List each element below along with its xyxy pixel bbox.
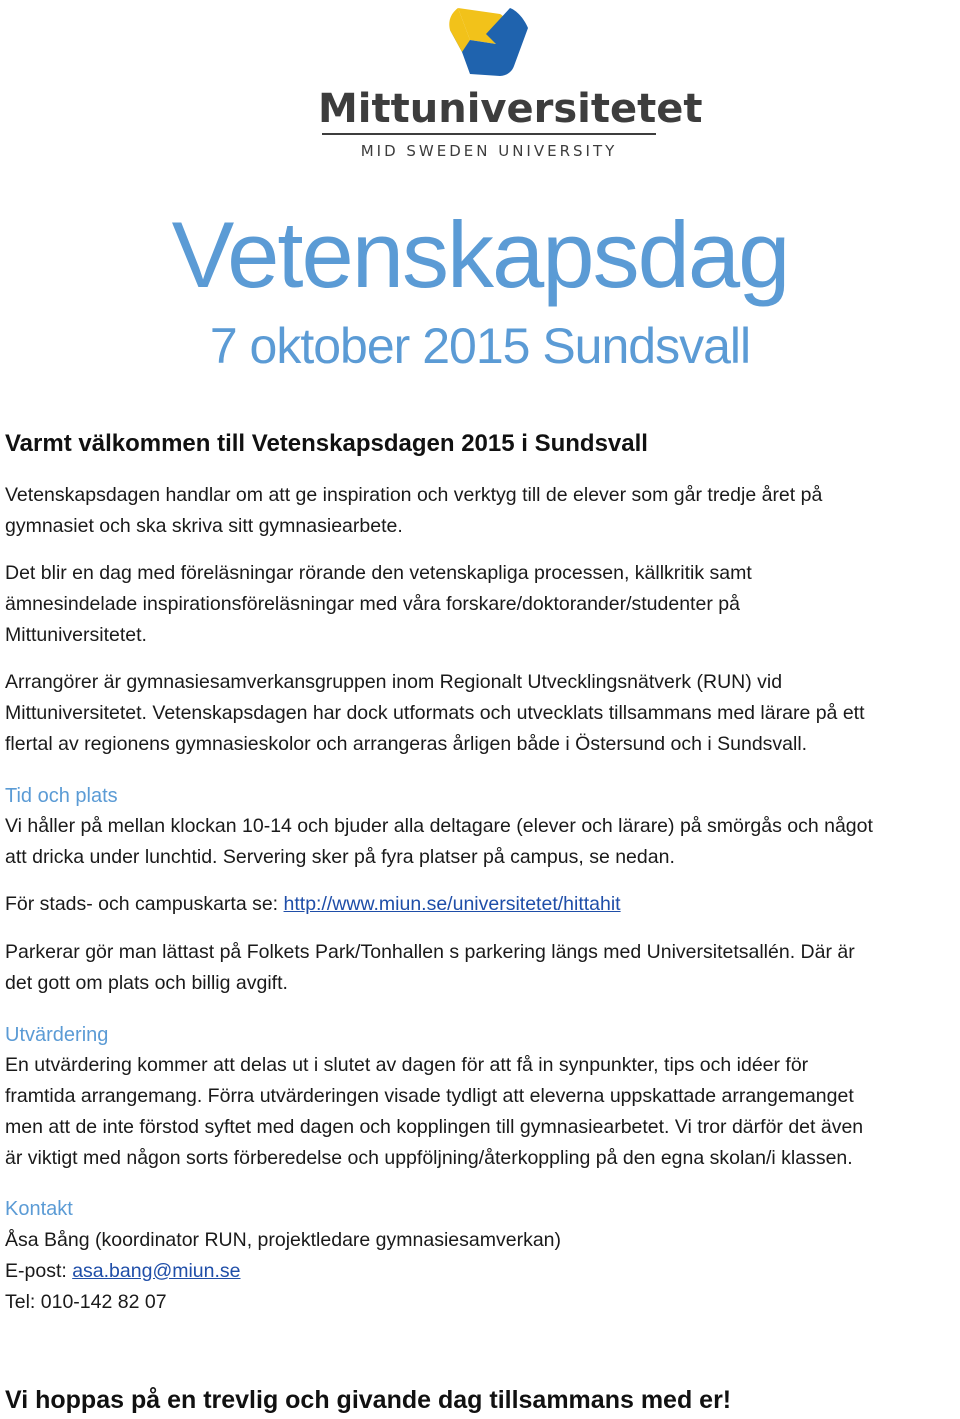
parking-paragraph — [5, 937, 957, 999]
text-line: men att de inte förstod syftet med dagen och kopplingen till gymnasiearbetet. Vi tror därför det även — [5, 1116, 864, 1138]
campus-map-label: För stads- och campuskarta se: — [5, 893, 284, 915]
logo-mark-icon — [318, 0, 660, 90]
page-subtitle: 7 oktober 2015 Sundsvall — [209, 318, 751, 374]
university-logo — [318, 0, 703, 162]
email-link[interactable]: asa.bang@miun.se — [72, 1260, 241, 1282]
text-line: Arrangörer är gymnasiesamverkansgruppen inom Regionalt Utvecklingsnätverk (RUN) vid — [5, 671, 783, 693]
text-line: Vi håller på mellan klockan 10-14 och bjuder alla deltagare (elever och lärare) på smörgås och något — [5, 815, 873, 837]
intro-paragraph-3 — [5, 667, 957, 760]
text-line: Mittuniversitetet. Vetenskapsdagen har dock utformats och utvecklats tillsammans med lärare på ett — [5, 702, 865, 724]
section-heading-utvardering: Utvärdering — [5, 1024, 109, 1046]
contact-name: Åsa Bång (koordinator RUN, projektledare gymnasiesamverkan) — [5, 1229, 561, 1251]
logo-wordmark: Mittuniversitetet — [318, 86, 703, 132]
contact-phone: Tel: 010-142 82 07 — [5, 1291, 167, 1313]
text-line: En utvärdering kommer att delas ut i slutet av dagen för att få in synpunkter, tips och idéer för — [5, 1054, 809, 1076]
text-line: Parkerar gör man lättast på Folkets Park/Tonhallen s parkering längs med Universitetsallén. Där är — [5, 941, 855, 963]
text-line: är viktigt med någon sorts förberedelse och uppföljning/återkoppling på den egna skolan/i klassen. — [5, 1147, 853, 1169]
page-title: Vetenskapsdag — [171, 202, 789, 307]
text-line: gymnasiet och ska skriva sitt gymnasiearbete. — [5, 515, 403, 537]
text-line: framtida arrangemang. Förra utvärderingen visade tydligt att eleverna uppskattade arrangemanget — [5, 1085, 854, 1107]
campus-map-text — [5, 889, 957, 920]
text-line: det gott om plats och billig avgift. — [5, 972, 288, 994]
text-line: att dricka under lunchtid. Servering sker på fyra platser på campus, se nedan. — [5, 846, 675, 868]
contact-email-line — [5, 1256, 957, 1287]
email-label: E-post: — [5, 1260, 73, 1282]
section-heading-tid-och-plats: Tid och plats — [5, 785, 118, 807]
text-line: Mittuniversitetet. — [5, 624, 147, 646]
campus-map-link[interactable]: http://www.miun.se/universitetet/hittahit — [283, 893, 621, 915]
text-line: Vetenskapsdagen handlar om att ge inspiration och verktyg till de elever som går tredje året på — [5, 484, 823, 506]
kontakt-details — [5, 1225, 957, 1318]
intro-paragraph-2 — [5, 558, 957, 651]
closing-heading: Vi hoppas på en trevlig och givande dag tillsammans med er! — [5, 1386, 732, 1414]
section-heading-kontakt: Kontakt — [5, 1198, 73, 1220]
tid-och-plats-paragraph — [5, 811, 957, 873]
text-line: flertal av regionens gymnasieskolor och arrangeras årligen både i Östersund och i Sundsvall. — [5, 733, 808, 755]
intro-paragraph-1 — [5, 480, 957, 542]
text-line: Det blir en dag med föreläsningar rörande den vetenskapliga processen, källkritik samt — [5, 562, 752, 584]
campus-map-line — [5, 889, 957, 920]
text-line: ämnesindelade inspirationsföreläsningar med våra forskare/doktorander/studenter på — [5, 593, 740, 615]
welcome-heading: Varmt välkommen till Vetenskapsdagen 2015 i Sundsvall — [5, 430, 648, 457]
logo-divider — [322, 133, 656, 135]
logo-subtitle: MID SWEDEN UNIVERSITY — [360, 142, 618, 160]
utvardering-paragraph — [5, 1050, 957, 1174]
